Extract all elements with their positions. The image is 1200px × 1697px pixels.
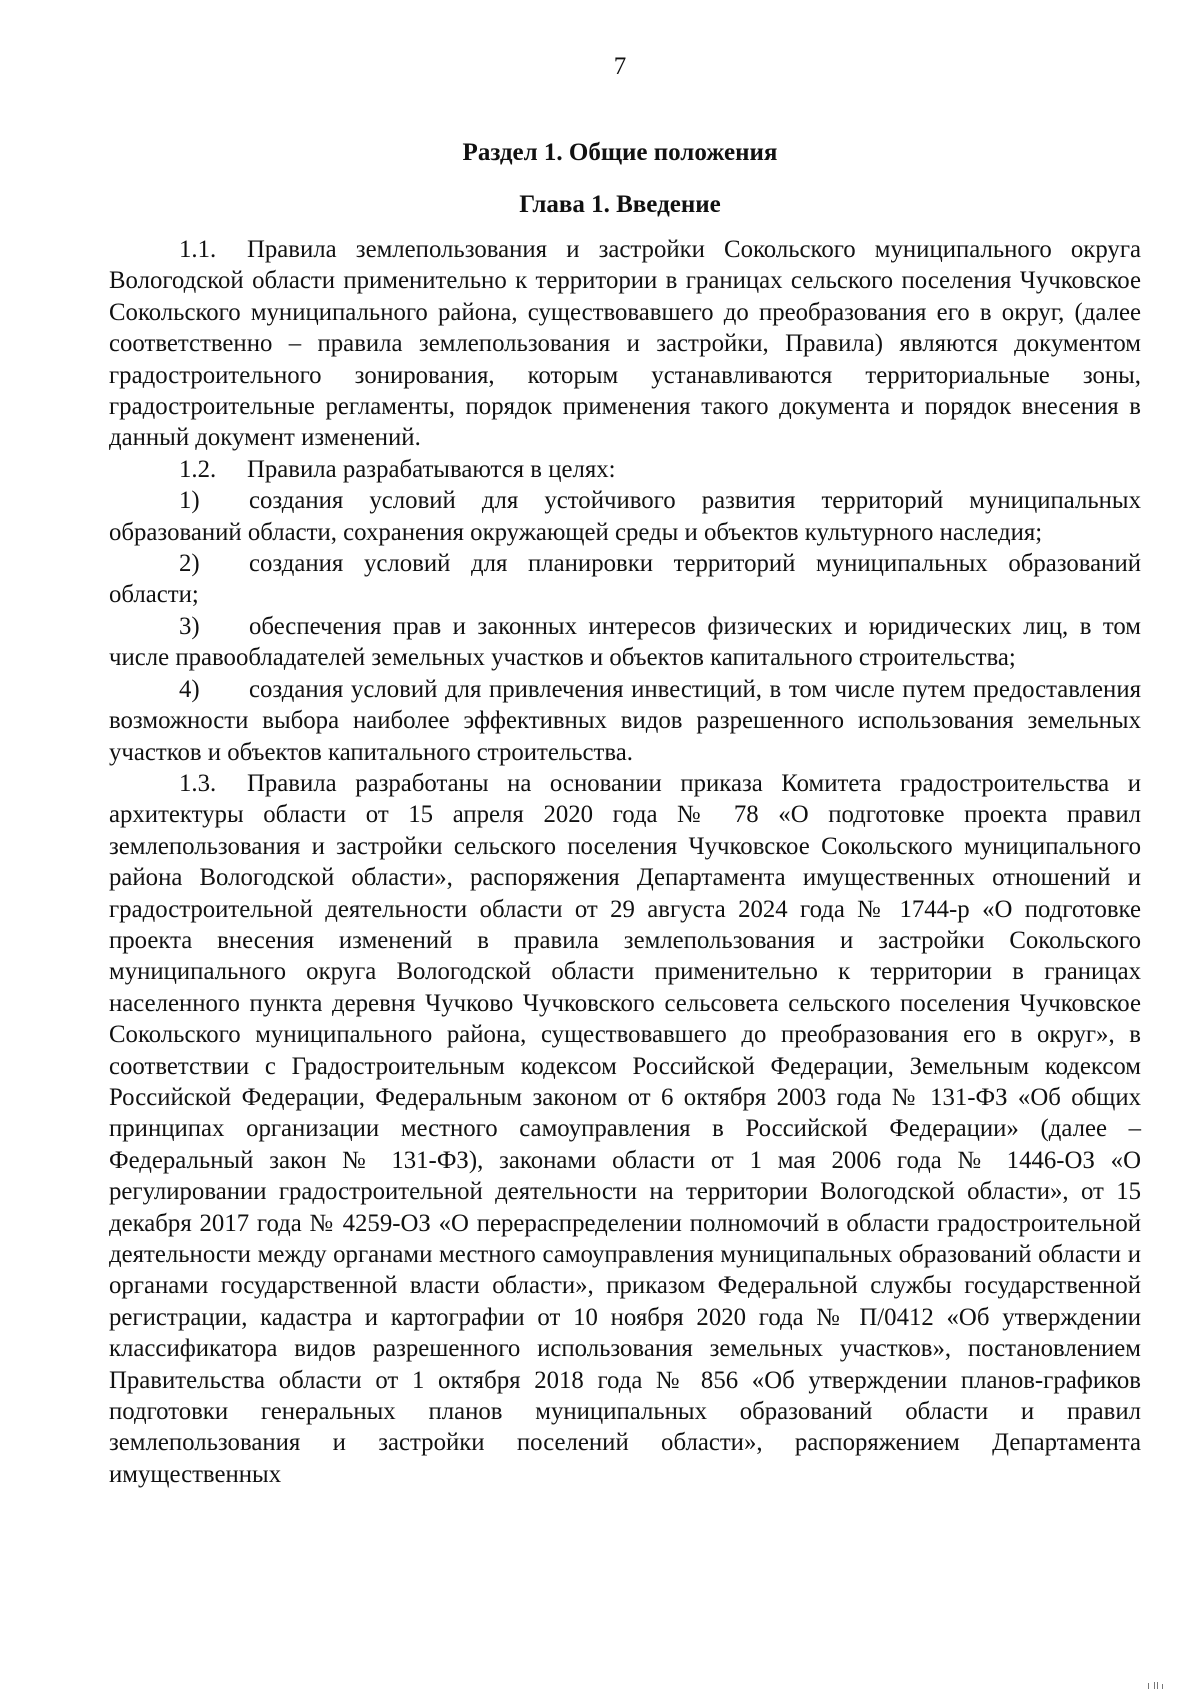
chapter-title: Глава 1. Введение xyxy=(519,191,721,218)
list-item-number: 1) xyxy=(179,487,200,515)
list-item-1 xyxy=(109,485,1141,548)
paragraph-text: Правила разработаны на основании приказа Комитета градостроительства и архитектуры области от 15 апреля 2020 года № 78 «О подготовке проекта правил землепользования и застройки сельского поселения Чучковское Сокольского муниципального района Вологодской области», распоряжения Департамента имущественных отношений и градостроительной деятельности области от 29 августа 2024 года № 1744-р «О подготовке проекта внесения изменений в правила землепользования и застройки Сокольского муниципального округа Вологодской области применительно к территории в границах населенного пункта деревня Чучково Чучковского сельсовета сельского поселения Чучковское Сокольского муниципального района, существовавшего до преобразования его в округ», в соответствии с Градостроительным кодексом Российской Федерации, Земельным кодексом Российской Федерации, Федеральным законом от 6 октября 2003 года № 131-ФЗ «Об общих принципах организации местного самоуправления в Российской Федерации» (далее – Федеральный закон № 131-ФЗ), законами области от 1 мая 2006 года № 1446-ОЗ «О регулировании градостроительной деятельности на территории Вологодской области», от 15 декабря 2017 года № 4259-ОЗ «О перераспределении полномочий в области градостроительной деятельности между органами местного самоуправления муниципальных образований области и органами государственной власти области», приказом Федеральной службы государственной регистрации, кадастра и картографии от 10 ноября 2020 года № П/0412 «Об утверждении классификатора видов разрешенного использования земельных участков», постановлением Правительства области от 1 октября 2018 года № 856 «Об утверждении планов-графиков подготовки генеральных планов муниципальных образований области и правил землепользования и застройки поселений области», распоряжением Департамента имущественных xyxy=(109,769,1141,1488)
paragraph-number: 1.1. xyxy=(179,236,217,263)
paragraph-text: Правила разрабатываются в целях: xyxy=(247,455,616,483)
paragraph-number: 1.2. xyxy=(179,455,217,483)
list-item-text: создания условий для привлечения инвестиций, в том числе путем предоставления возможности выбора наиболее эффективных видов разрешенного использования земельных участков и объектов капитального строительства. xyxy=(109,675,1141,766)
list-item-2 xyxy=(109,548,1141,611)
list-item-number: 4) xyxy=(179,675,200,703)
paragraph-text: Правила землепользования и застройки Сокольского муниципального округа Вологодской области применительно к территории в границах сельского поселения Чучковское Сокольского муниципального района, существовавшего до преобразования его в округ, (далее соответственно – правила землепользования и застройки, Правила) являются документом градостроительного зонирования, которым устанавливаются территориальные зоны, градостроительные регламенты, порядок применения такого документа и порядок внесения в данный документ изменений. xyxy=(109,236,1141,452)
page-number: 7 xyxy=(613,53,627,80)
list-item-text: создания условий для устойчивого развития территорий муниципальных образований области, сохранения окружающей среды и объектов культурного наследия; xyxy=(109,487,1141,546)
list-item-text: создания условий для планировки территорий муниципальных образований области; xyxy=(109,550,1141,609)
paragraph-1-3 xyxy=(109,768,1141,1490)
scan-artifact xyxy=(1140,1681,1176,1691)
list-item-4 xyxy=(109,674,1141,768)
paragraph-number: 1.3. xyxy=(179,769,217,797)
list-item-3 xyxy=(109,611,1141,674)
document-body xyxy=(109,234,1141,1490)
paragraph-1-2 xyxy=(109,454,1141,485)
scan-noise-icon xyxy=(1140,1681,1176,1691)
paragraph-1-1 xyxy=(109,234,1141,454)
list-item-text: обеспечения прав и законных интересов физических и юридических лиц, в том числе правообладателей земельных участков и объектов капитального строительства; xyxy=(109,612,1141,672)
section-title: Раздел 1. Общие положения xyxy=(462,139,778,166)
list-item-number: 3) xyxy=(179,612,200,640)
list-item-number: 2) xyxy=(179,550,200,578)
